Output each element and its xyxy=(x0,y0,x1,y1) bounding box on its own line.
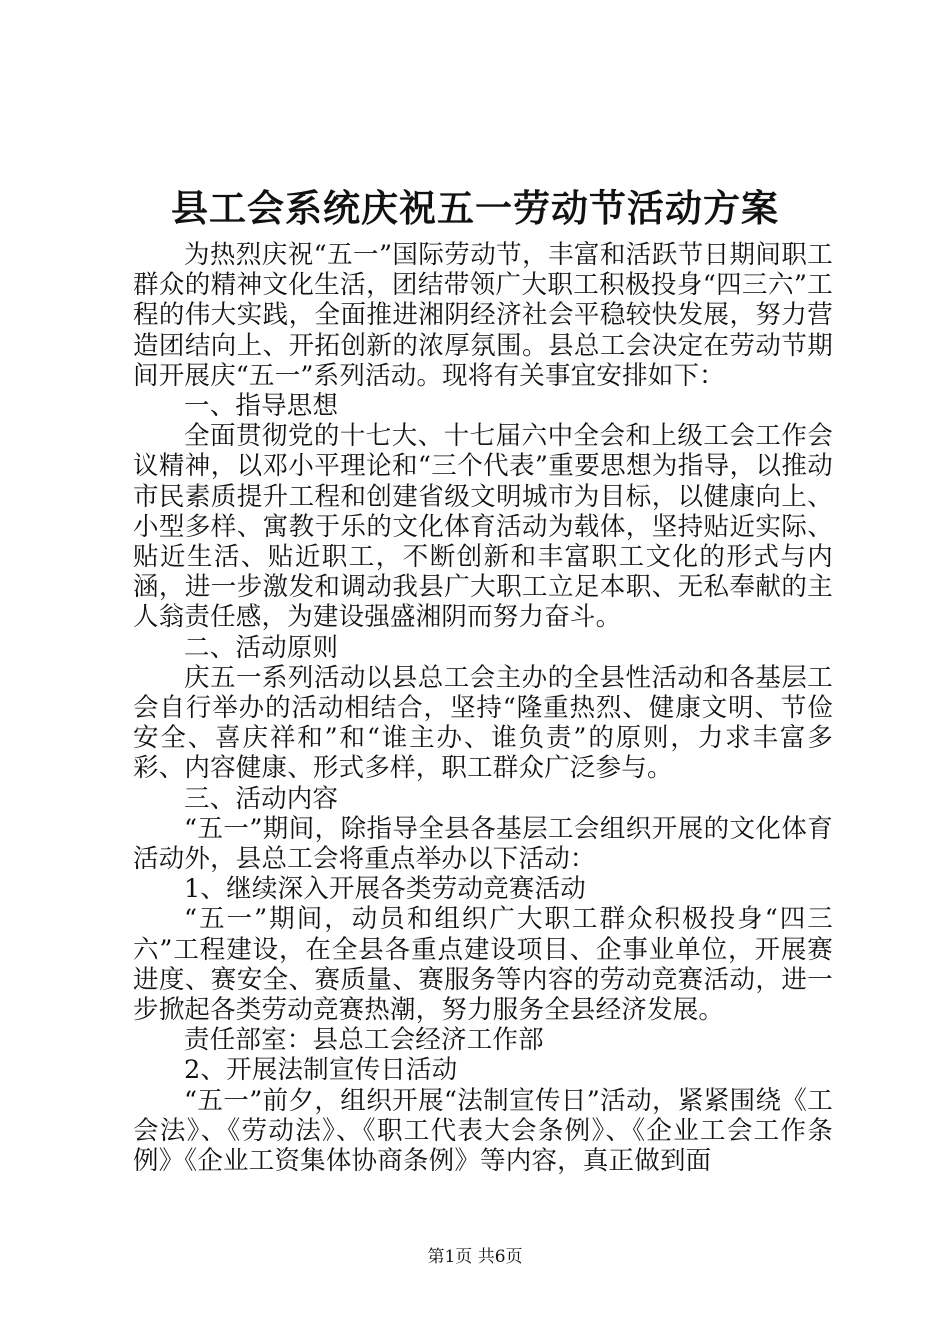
guiding-ideology-paragraph: 全面贯彻党的十七大、十七届六中全会和上级工会工作会议精神，以邓小平理论和“三个代表”重要思想为指导，以推动市民素质提升工程和创建省级文明城市为目标，以健康向上、小型多样、寓教于乐的文化体育活动为载体，坚持贴近实际、贴近生活、贴近职工，不断创新和丰富职工文化的形式与内涵，进一步激发和调动我县广大职工立足本职、无私奉献的主人翁责任感，为建设强盛湘阴而努力奋斗。 xyxy=(133,421,833,633)
section-heading-activity-principles: 二、活动原则 xyxy=(184,632,339,663)
activity-content-paragraph: “五一”期间，除指导全县各基层工会组织开展的文化体育活动外，县总工会将重点举办以下活动： xyxy=(133,813,833,875)
section-heading-activity-content: 三、活动内容 xyxy=(184,783,339,814)
labor-competition-paragraph: “五一”期间，动员和组织广大职工群众积极投身“四三六”工程建设，在全县各重点建设项目、企事业单位，开展赛进度、赛安全、赛质量、赛服务等内容的劳动竞赛活动，进一步掀起各类劳动竞赛热潮，努力服务全县经济发展。 xyxy=(133,904,833,1026)
legal-publicity-paragraph: “五一”前夕，组织开展“法制宣传日”活动，紧紧围绕《工会法》、《劳动法》、《职工代表大会条例》、《企业工会工作条例》《企业工资集体协商条例》等内容，真正做到面 xyxy=(133,1085,833,1177)
document-body xyxy=(133,240,833,1176)
page-number-footer: 第1页 共6页 xyxy=(427,1247,523,1267)
intro-paragraph: 为热烈庆祝“五一”国际劳动节，丰富和活跃节日期间职工群众的精神文化生活，团结带领广大职工积极投身“四三六”工程的伟大实践，全面推进湘阴经济社会平稳较快发展，努力营造团结向上、开拓创新的浓厚氛围。县总工会决定在劳动节期间开展庆“五一”系列活动。现将有关事宜安排如下： xyxy=(133,240,833,391)
subheading-legal-publicity-day: 2、开展法制宣传日活动 xyxy=(184,1055,458,1086)
responsible-department: 责任部室：县总工会经济工作部 xyxy=(184,1025,544,1056)
document-title: 县工会系统庆祝五一劳动节活动方案 xyxy=(171,186,779,230)
section-heading-guiding-ideology: 一、指导思想 xyxy=(184,391,339,422)
activity-principles-paragraph: 庆五一系列活动以县总工会主办的全县性活动和各基层工会自行举办的活动相结合，坚持“隆重热烈、健康文明、节俭安全、喜庆祥和”和“谁主办、谁负责”的原则，力求丰富多彩、内容健康、形式多样，职工群众广泛参与。 xyxy=(133,662,833,784)
subheading-labor-competition: 1、继续深入开展各类劳动竞赛活动 xyxy=(184,874,586,905)
